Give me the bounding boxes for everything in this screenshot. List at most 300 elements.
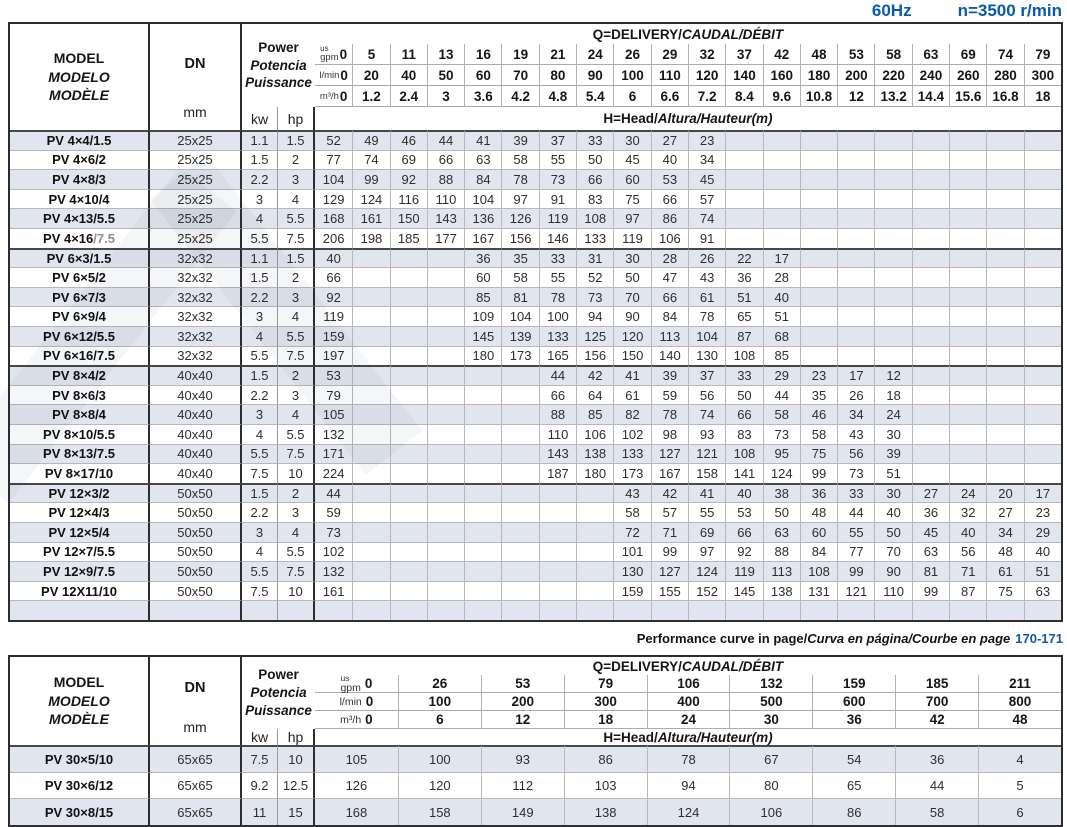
head-value-cell: 121 [837,581,874,601]
dn-cell: 50x50 [150,561,242,581]
head-value-cell: 129 [315,189,352,209]
head-value-cell: 30 [874,483,911,503]
head-value-cell: 119 [725,561,762,581]
flow-header-cell: 6.6 [651,86,688,107]
hp-header: hp [278,729,315,745]
flow-header-cell: 800 [978,693,1061,711]
head-value-cell [390,600,427,620]
dn-cell: 40x40 [150,365,242,385]
dn-cell: 50x50 [150,502,242,522]
head-value-cell: 93 [688,424,725,444]
head-value-cell: 167 [464,228,501,248]
head-value-cell [800,228,837,248]
flow-zero-value: 0 [339,46,348,62]
flow-header-cell: 60 [464,65,501,86]
flow-header-cell: 30 [729,711,812,729]
head-value-cell: 80 [729,772,812,799]
head-value-cell [390,483,427,503]
head-value-cell: 70 [613,287,650,307]
head-value-cell: 40 [874,502,911,522]
head-value-cell: 78 [688,306,725,326]
head-value-cell [390,385,427,405]
head-value-cell [539,542,576,562]
power-header-line: Power [258,39,299,55]
model-cell [10,228,150,248]
head-value-cell: 44 [427,130,464,150]
head-value-cell [1024,248,1061,268]
flow-header-cell: 120 [688,65,725,86]
kw-cell: 5.5 [242,228,278,248]
head-value-cell: 149 [481,798,564,825]
model-cell [10,404,150,424]
head-value-cell [912,267,949,287]
head-value-cell: 92 [390,169,427,189]
flow-header-cell: 700 [895,693,978,711]
dn-cell: 25x25 [150,228,242,248]
flow-header-cell: 42 [763,44,800,65]
head-value-cell: 106 [729,798,812,825]
q-title-italic: CAUDAL/DÉBIT [681,658,784,674]
head-value-cell [651,600,688,620]
dn-cell: 32x32 [150,287,242,307]
head-value-cell [949,150,986,170]
head-value-cell: 133 [576,228,613,248]
model-cell [10,772,150,799]
head-value-cell: 63 [1024,581,1061,601]
head-value-cell [986,600,1023,620]
flow-header-cell: 53 [837,44,874,65]
head-value-cell: 116 [390,189,427,209]
head-value-cell: 40 [1024,542,1061,562]
flow-header-cell: 37 [725,44,762,65]
head-value-cell: 55 [837,522,874,542]
head-value-cell [763,189,800,209]
q-delivery-title [315,657,1061,675]
head-value-cell [427,600,464,620]
kw-cell: 2.2 [242,502,278,522]
hp-cell: 5.5 [278,208,315,228]
head-value-cell: 81 [501,287,538,307]
head-value-cell [986,169,1023,189]
flow-header-cell: 110 [651,65,688,86]
power-header-line: Power [258,667,299,683]
dn-cell: 25x25 [150,169,242,189]
dn-cell: 32x32 [150,306,242,326]
flow-header-cell: 80 [539,65,576,86]
head-value-cell: 40 [651,150,688,170]
head-value-cell [912,189,949,209]
head-value-cell: 58 [895,798,978,825]
head-value-cell [874,306,911,326]
head-value-cell: 35 [501,248,538,268]
head-value-cell [949,385,986,405]
head-value-cell: 64 [576,385,613,405]
head-value-cell: 24 [874,404,911,424]
flow-header-cell: 70 [501,65,538,86]
head-value-cell: 168 [315,208,352,228]
head-value-cell: 78 [539,287,576,307]
kw-cell: 1.1 [242,130,278,150]
head-value-cell [576,522,613,542]
head-value-cell: 127 [651,561,688,581]
dn-cell: 25x25 [150,150,242,170]
flow-header-cell: 11 [390,44,427,65]
head-value-cell [1024,189,1061,209]
head-value-cell: 5 [978,772,1061,799]
dn-column-header [150,657,242,745]
model-label: PV 12×9/7.5 [43,563,115,579]
head-value-cell [874,169,911,189]
head-value-cell [427,542,464,562]
head-value-cell: 58 [501,267,538,287]
head-value-cell: 51 [763,306,800,326]
head-value-cell: 6 [978,798,1061,825]
head-value-cell [1024,208,1061,228]
head-value-cell [352,502,389,522]
gpm-label: gpm [320,52,339,64]
flow-header-cell [315,65,352,86]
note-text-en: Performance curve in page/ [636,631,808,646]
head-value-cell [501,600,538,620]
head-value-cell: 85 [763,346,800,366]
head-value-cell [912,463,949,483]
flow-header-cell: 8.4 [725,86,762,107]
head-value-cell [837,208,874,228]
head-value-cell: 50 [874,522,911,542]
head-value-cell: 73 [539,169,576,189]
model-cell [10,208,150,228]
model-label: PV 4×13/5.5 [43,211,115,227]
head-value-cell [352,581,389,601]
head-value-cell [949,208,986,228]
head-value-cell: 108 [725,346,762,366]
head-value-cell: 60 [613,169,650,189]
head-value-cell: 35 [800,385,837,405]
head-value-cell [501,502,538,522]
model-column-header [10,24,150,130]
head-value-cell: 58 [763,404,800,424]
kw-header: kw [242,107,278,130]
head-value-cell: 67 [729,745,812,772]
flow-header-cell: 300 [564,693,647,711]
head-value-cell: 20 [986,483,1023,503]
head-value-cell: 65 [725,306,762,326]
head-value-cell: 66 [651,287,688,307]
head-value-cell: 45 [688,169,725,189]
head-value-cell [1024,287,1061,307]
flow-header-cell: 13.2 [874,86,911,107]
head-value-cell: 17 [837,365,874,385]
head-value-cell: 52 [576,267,613,287]
kw-cell: 7.5 [242,463,278,483]
head-value-cell [725,208,762,228]
dn-cell: 32x32 [150,346,242,366]
head-value-cell [986,404,1023,424]
flow-header-cell: 100 [398,693,481,711]
model-cell [10,150,150,170]
head-value-cell [1024,346,1061,366]
head-value-cell: 98 [651,424,688,444]
head-value-cell: 158 [398,798,481,825]
head-value-cell: 31 [576,248,613,268]
head-value-cell: 51 [874,463,911,483]
flow-header-cell: 600 [812,693,895,711]
flow-header-cell: 3 [427,86,464,107]
flow-header-cell: 160 [763,65,800,86]
head-value-cell [501,463,538,483]
head-value-cell [800,189,837,209]
head-value-cell: 133 [539,326,576,346]
head-value-cell [464,561,501,581]
head-title-row [315,107,1061,130]
head-value-cell: 110 [539,424,576,444]
head-value-cell [1024,306,1061,326]
head-value-cell [427,365,464,385]
head-value-cell: 130 [613,561,650,581]
flow-header-cell: 32 [688,44,725,65]
head-value-cell [1024,150,1061,170]
m3h-unit-label: m³/h [319,90,339,102]
head-value-cell [949,326,986,346]
head-value-cell: 161 [352,208,389,228]
head-value-cell: 131 [800,581,837,601]
head-value-cell: 51 [1024,561,1061,581]
flow-header-cell: 48 [800,44,837,65]
head-value-cell [427,346,464,366]
head-value-cell [464,444,501,464]
kw-cell: 4 [242,542,278,562]
head-value-cell [1024,424,1061,444]
head-value-cell: 44 [315,483,352,503]
kw-cell: 2.2 [242,169,278,189]
head-value-cell: 51 [725,287,762,307]
head-value-cell: 87 [725,326,762,346]
head-value-cell [725,228,762,248]
head-value-cell: 109 [464,306,501,326]
q-title-plain: Q=DELIVERY/ [592,658,682,674]
head-value-cell: 150 [390,208,427,228]
head-value-cell: 85 [464,287,501,307]
flow-header-cell: 400 [647,693,730,711]
model-cell [10,581,150,601]
head-value-cell: 41 [613,365,650,385]
head-value-cell: 40 [949,522,986,542]
hp-header: hp [278,107,315,130]
h-title-italic: Altura/Hauteur [657,729,752,745]
head-value-cell [576,600,613,620]
head-value-cell [912,404,949,424]
head-value-cell [390,581,427,601]
head-value-cell: 74 [688,404,725,424]
head-value-cell [539,561,576,581]
head-value-cell [501,365,538,385]
head-value-cell: 104 [464,189,501,209]
head-value-cell [949,267,986,287]
head-value-cell [352,463,389,483]
hp-cell: 12.5 [278,772,315,799]
head-value-cell: 150 [613,346,650,366]
head-value-cell: 58 [501,150,538,170]
model-header-line: MODÈLE [49,711,109,728]
flow-zero-value: 0 [365,712,373,727]
head-value-cell: 26 [688,248,725,268]
head-value-cell: 94 [647,772,730,799]
head-value-cell: 145 [725,581,762,601]
operating-conditions [872,0,1062,21]
gpm-unit-label [320,45,338,63]
flow-header-cell: 140 [725,65,762,86]
head-value-cell [800,169,837,189]
head-value-cell: 124 [688,561,725,581]
dn-cell: 50x50 [150,581,242,601]
head-value-cell: 91 [688,228,725,248]
model-label: PV 6×12/5.5 [43,328,115,344]
head-value-cell [352,483,389,503]
flow-header-cell: 58 [874,44,911,65]
head-title-label [315,730,1061,745]
kw-cell: 3 [242,522,278,542]
head-value-cell: 71 [949,561,986,581]
head-value-cell: 198 [352,228,389,248]
head-value-cell [763,150,800,170]
head-value-cell: 126 [315,772,398,799]
head-value-cell [352,561,389,581]
kw-cell: 2.2 [242,287,278,307]
head-value-cell: 56 [688,385,725,405]
flow-header-cell: 16.8 [986,86,1023,107]
head-value-cell: 29 [1024,522,1061,542]
head-value-cell: 101 [613,542,650,562]
flow-header-cell: 500 [729,693,812,711]
flow-header-cell: 15.6 [949,86,986,107]
head-value-cell: 46 [800,404,837,424]
head-value-cell [390,267,427,287]
head-value-cell [427,483,464,503]
head-value-cell [427,326,464,346]
flow-header-cell: 29 [651,44,688,65]
model-cell [10,561,150,581]
head-value-cell [352,306,389,326]
head-value-cell: 159 [613,581,650,601]
lmin-unit-label: l/min [339,695,362,708]
head-value-cell [539,581,576,601]
head-value-cell [464,600,501,620]
head-value-cell [464,581,501,601]
head-value-cell [390,502,427,522]
head-value-cell [986,267,1023,287]
head-value-cell [427,404,464,424]
head-value-cell: 104 [315,169,352,189]
head-value-cell: 206 [315,228,352,248]
head-value-cell: 133 [613,444,650,464]
head-value-cell: 63 [763,522,800,542]
head-value-cell [949,228,986,248]
head-value-cell: 75 [613,189,650,209]
head-value-cell [949,365,986,385]
head-value-cell [874,346,911,366]
hp-cell: 2 [278,150,315,170]
lmin-unit-label: l/min [319,69,340,81]
head-value-cell: 46 [390,130,427,150]
head-value-cell: 75 [986,581,1023,601]
head-value-cell [949,169,986,189]
head-value-cell [837,248,874,268]
head-value-cell: 66 [315,267,352,287]
head-value-cell [1024,444,1061,464]
head-value-cell: 119 [539,208,576,228]
head-value-cell [763,208,800,228]
head-value-cell: 49 [352,130,389,150]
head-value-cell: 54 [812,745,895,772]
head-value-cell [576,542,613,562]
flow-header-cell: 100 [613,65,650,86]
head-value-cell: 197 [315,346,352,366]
flow-header-cell: 26 [613,44,650,65]
head-value-cell [390,424,427,444]
kw-cell: 1.5 [242,365,278,385]
dn-unit-label: mm [183,104,207,120]
head-value-cell: 146 [539,228,576,248]
head-value-cell [427,502,464,522]
head-value-cell [949,600,986,620]
head-value-cell [390,287,427,307]
head-value-cell: 79 [315,385,352,405]
head-value-cell: 74 [688,208,725,228]
head-value-cell: 88 [539,404,576,424]
head-value-cell: 99 [912,581,949,601]
kw-cell: 5.5 [242,444,278,464]
head-value-cell [390,365,427,385]
head-value-cell: 108 [725,444,762,464]
performance-curve-note [8,622,1063,655]
flow-header-cell: 79 [564,675,647,693]
kw-cell: 5.5 [242,346,278,366]
head-value-cell [912,208,949,228]
flow-header-cell: 159 [812,675,895,693]
head-value-cell [874,228,911,248]
model-cell [10,385,150,405]
head-value-cell [986,228,1023,248]
head-value-cell [986,385,1023,405]
head-value-cell [352,287,389,307]
head-value-cell: 57 [651,502,688,522]
head-value-cell: 88 [427,169,464,189]
head-value-cell [800,248,837,268]
head-value-cell: 55 [539,150,576,170]
head-value-cell [1024,130,1061,150]
model-label: PV 30×6/12 [44,777,114,793]
head-value-cell [427,444,464,464]
head-value-cell: 44 [837,502,874,522]
power-header-line: Potencia [250,57,307,73]
head-value-cell [912,365,949,385]
hp-cell: 2 [278,365,315,385]
hp-cell: 10 [278,745,315,772]
head-value-cell [539,502,576,522]
kw-cell: 1.5 [242,483,278,503]
head-value-cell: 77 [315,150,352,170]
head-value-cell: 139 [501,326,538,346]
dn-cell: 32x32 [150,326,242,346]
head-value-cell [725,130,762,150]
dn-cell: 40x40 [150,385,242,405]
hp-cell: 7.5 [278,228,315,248]
hp-cell: 7.5 [278,346,315,366]
head-value-cell: 78 [647,745,730,772]
head-value-cell: 29 [763,365,800,385]
head-value-cell [986,365,1023,385]
kw-cell: 3 [242,306,278,326]
